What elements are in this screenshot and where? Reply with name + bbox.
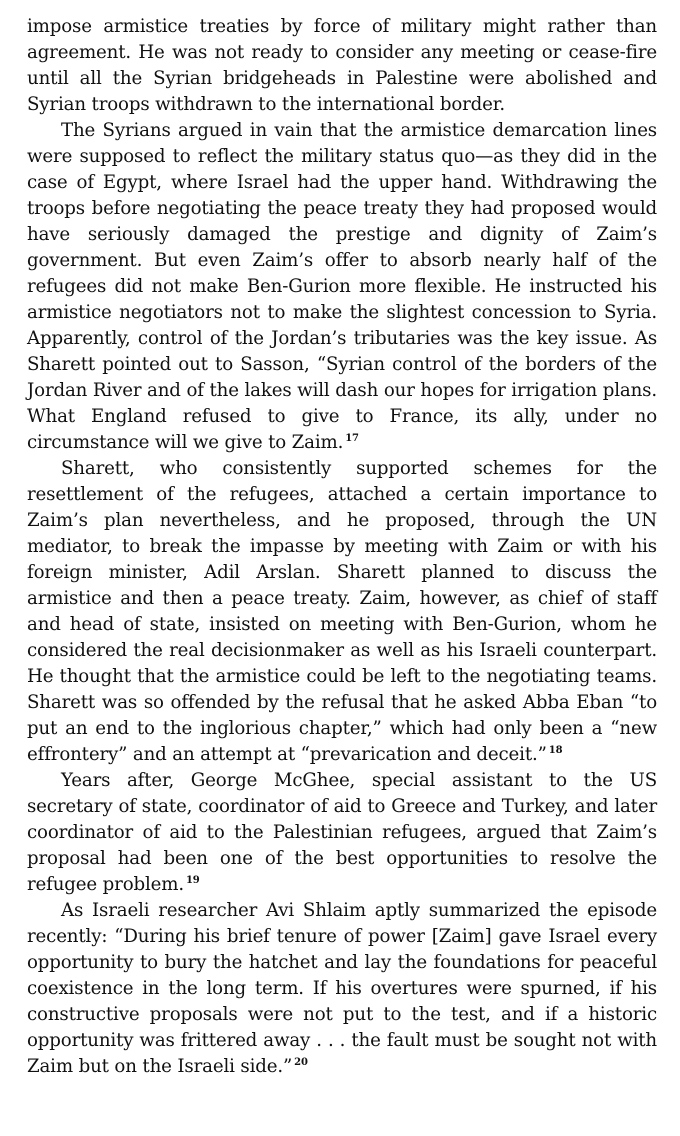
footnote-marker-18: 18: [548, 744, 563, 756]
paragraph-5: [27, 898, 657, 1080]
footnote-marker-17: 17: [345, 432, 359, 444]
book-page: [27, 14, 657, 1080]
paragraph-1: [27, 14, 657, 118]
paragraph-2: [27, 118, 657, 456]
paragraph-text: Years after, George McGhee, special assistant to the US secretary of state, coordinator of aid to Greece and Turkey, and later coordinator of aid to the Palestinian refugees, argued that Zaim’s proposal had been one of the best opportunities to resolve the refugee problem.: [27, 770, 657, 895]
paragraph-4: [27, 768, 657, 898]
footnote-marker-20: 20: [294, 1056, 308, 1068]
paragraph-text: As Israeli researcher Avi Shlaim aptly summarized the episode recently: “During his brief tenure of power [Zaim] gave Israel every opportunity to bury the hatchet and lay the foundations for peaceful coexistence in the long term. If his overtures were spurned, if his constructive proposals were not put to the test, and if a historic opportunity was frittered away . . . the fault must be sought not with Zaim but on the Israeli side.”: [27, 900, 657, 1077]
footnote-marker-19: 19: [186, 874, 200, 886]
paragraph-3: [27, 456, 657, 768]
paragraph-text: impose armistice treaties by force of military might rather than agreement. He was not ready to consider any meeting or cease-fire until all the Syrian bridgeheads in Palestine were abolished and Syrian troops withdrawn to the international border.: [27, 16, 657, 115]
paragraph-text: Sharett, who consistently supported schemes for the resettlement of the refugees, attached a certain importance to Zaim’s plan nevertheless, and he proposed, through the UN mediator, to break the impasse by meeting with Zaim or with his foreign minister, Adil Arslan. Sharett planned to discuss the armistice and then a peace treaty. Zaim, however, as chief of staff and head of state, insisted on meeting with Ben-Gurion, whom he considered the real decisionmaker as well as his Israeli counterpart. He thought that the armistice could be left to the negotiating teams. Sharett was so offended by the refusal that he asked Abba Eban “to put an end to the inglorious chapter,” which had only been a “new effrontery” and an attempt at “prevarication and deceit.”: [27, 458, 657, 765]
paragraph-text: The Syrians argued in vain that the armistice demarcation lines were supposed to reflect the military status quo—as they did in the case of Egypt, where Israel had the upper hand. Withdrawing the troops before negotiating the peace treaty they had proposed would have seriously damaged the prestige and dignity of Zaim’s government. But even Zaim’s offer to absorb nearly half of the refugees did not make Ben-Gurion more flexible. He instructed his armistice negotiators not to make the slightest concession to Syria. Apparently, control of the Jordan’s tributaries was the key issue. As Sharett pointed out to Sasson, “Syrian control of the borders of the Jordan River and of the lakes will dash our hopes for irrigation plans. What England refused to give to France, its ally, under no circumstance will we give to Zaim.: [27, 120, 657, 453]
